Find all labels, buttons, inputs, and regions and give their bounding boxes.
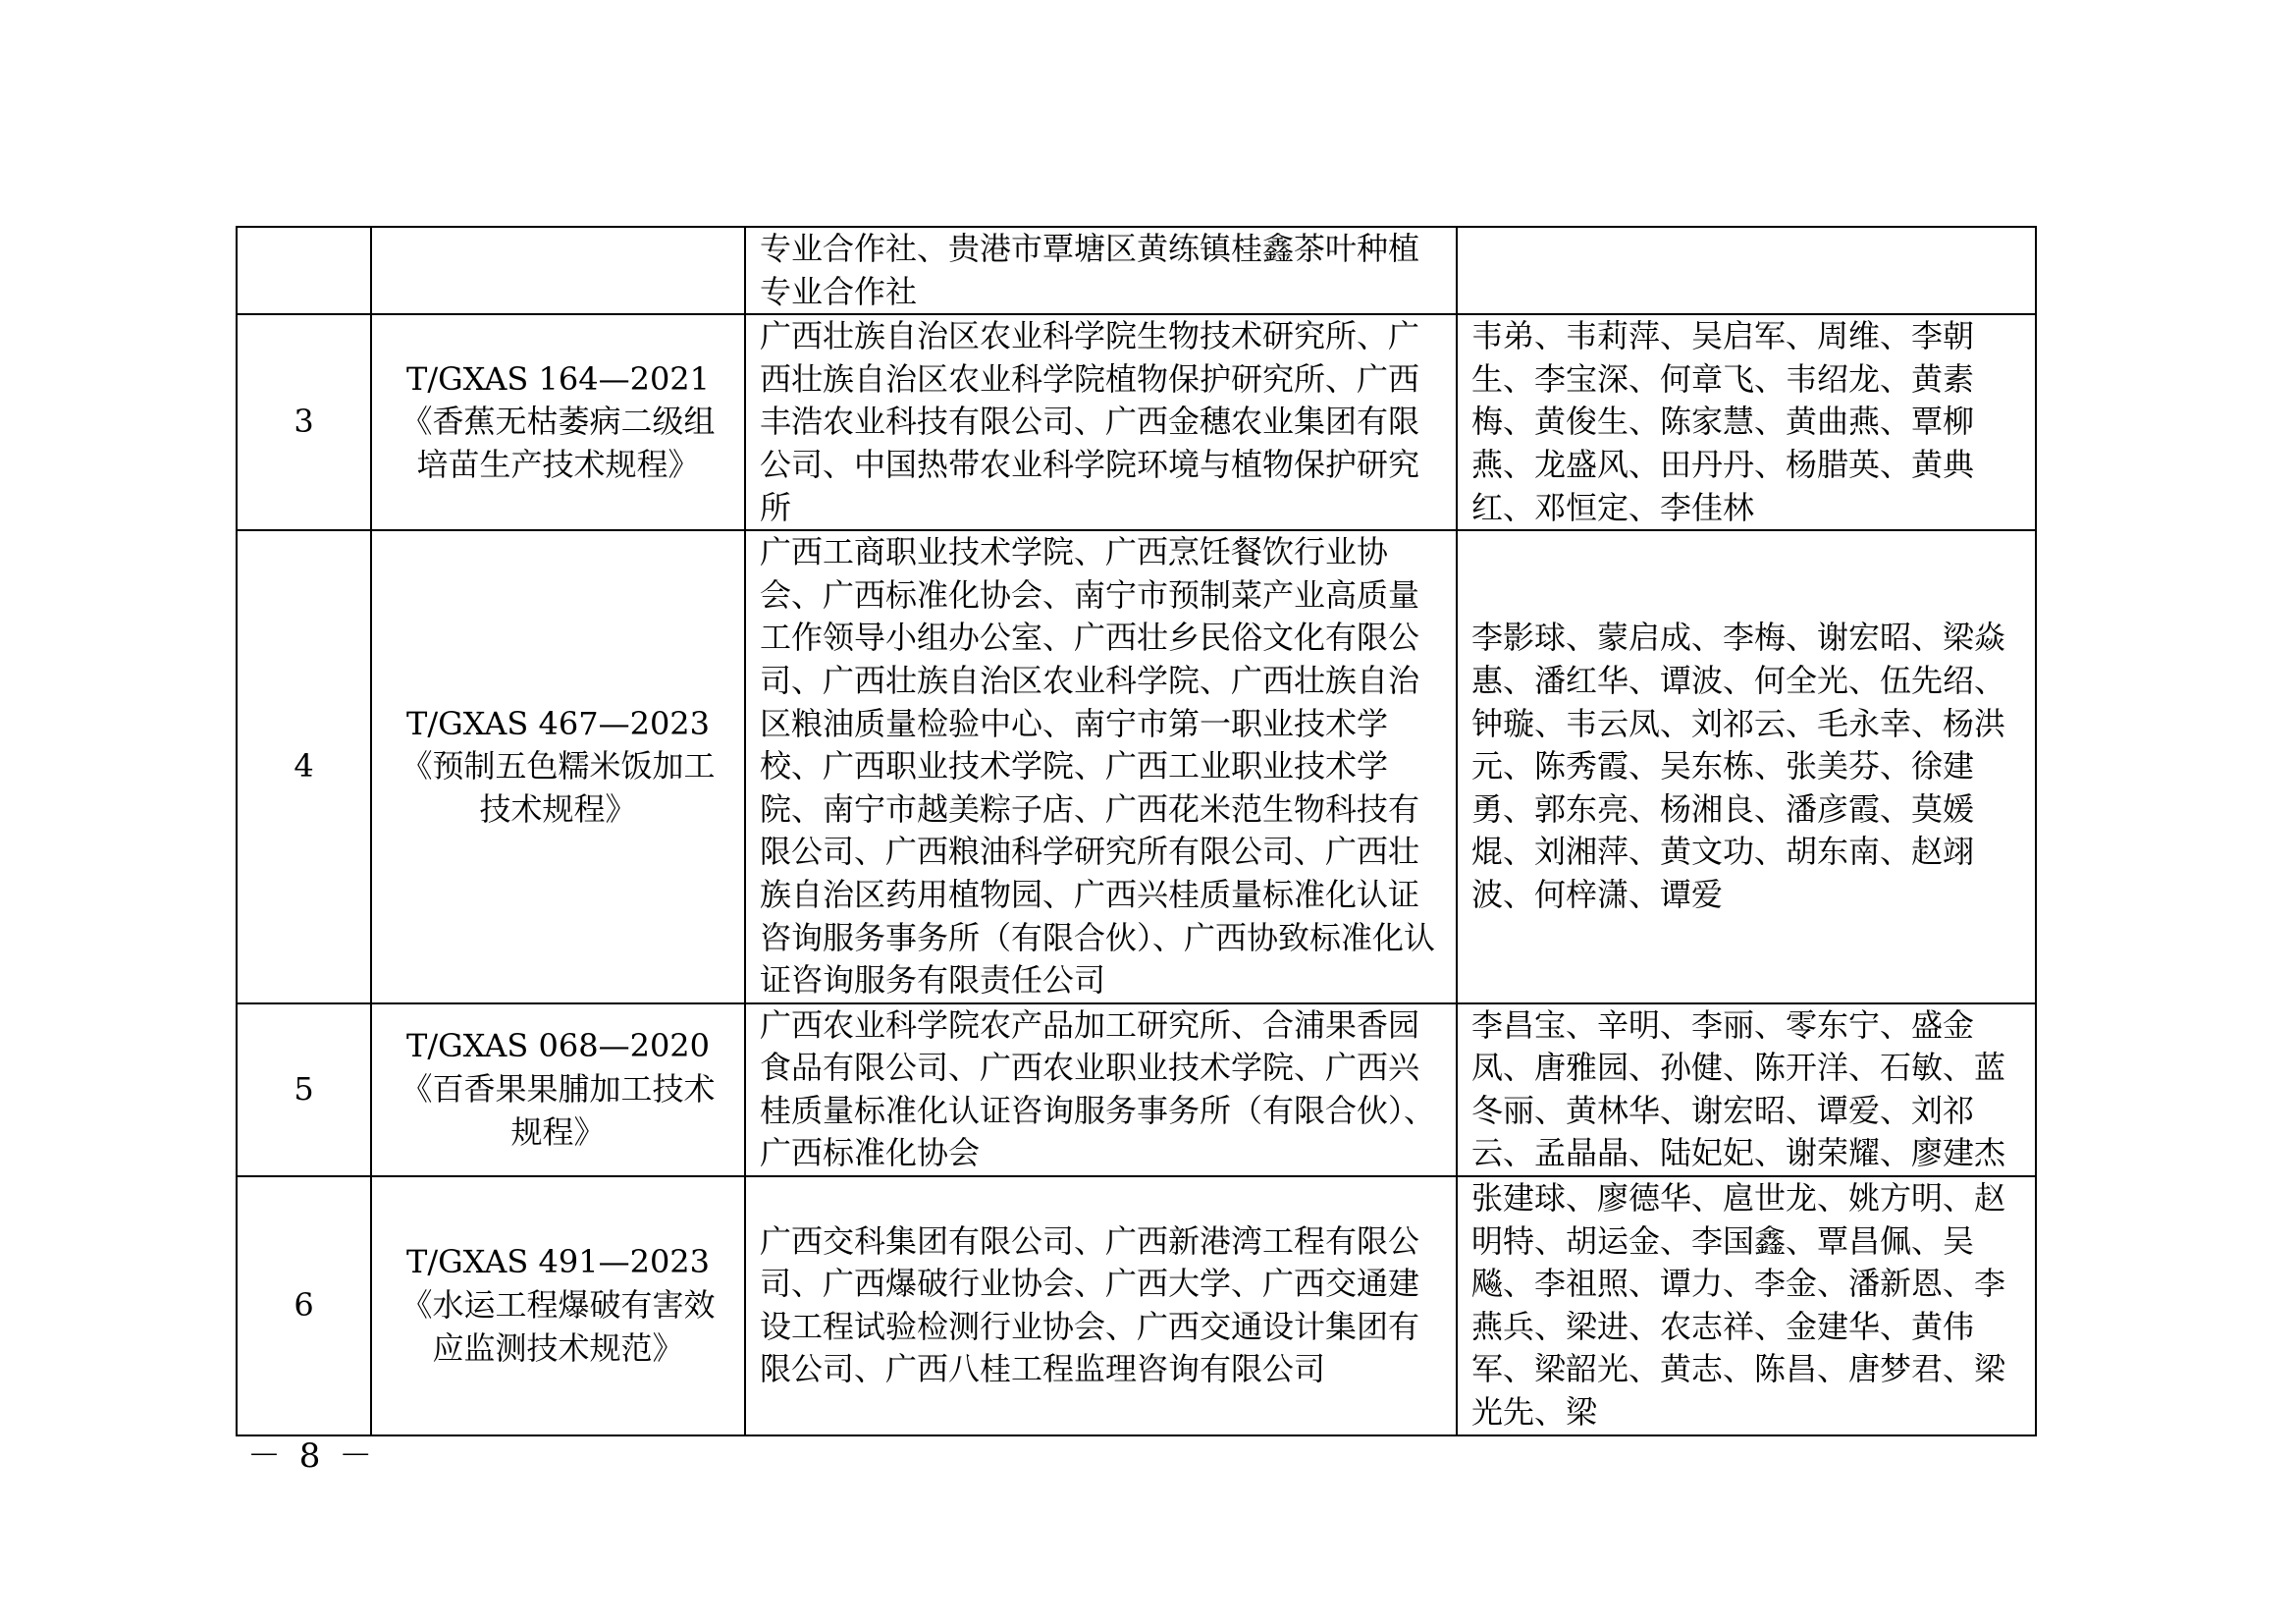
standard-name: 《预制五色糯米饭加工技术规程》 [400,747,716,828]
drafters-cell: 李影球、蒙启成、李梅、谢宏昭、梁焱惠、潘红华、谭波、何全光、伍先绍、钟璇、韦云凤、刘祁云、毛永幸、杨洪元、陈秀霞、吴东栋、张美芬、徐建勇、郭东亮、杨湘良、潘彦霞、莫媛焜、刘湘萍、黄文功、胡东南、赵翊波、何梓潇、谭爱 [1457,530,2036,1003]
standard-name: 《香蕉无枯萎病二级组培苗生产技术规程》 [400,403,716,483]
row-number-cell: 5 [237,1003,371,1176]
standard-cell [371,1003,745,1176]
standard-cell [371,227,745,314]
drafting-units-cell: 专业合作社、贵港市覃塘区黄练镇桂鑫茶叶种植专业合作社 [745,227,1457,314]
standard-code: T/GXAS 491—2023 [405,1243,711,1281]
drafting-units-cell: 广西交科集团有限公司、广西新港湾工程有限公司、广西爆破行业协会、广西大学、广西交通建设工程试验检测行业协会、广西交通设计集团有限公司、广西八桂工程监理咨询有限公司 [745,1176,1457,1435]
standard-code: T/GXAS 068—2020 [405,1027,711,1065]
standard-cell [371,530,745,1003]
drafting-units-cell: 广西农业科学院农产品加工研究所、合浦果香园食品有限公司、广西农业职业技术学院、广西兴桂质量标准化认证咨询服务事务所（有限合伙）、广西标准化协会 [745,1003,1457,1176]
row-number-cell: 4 [237,530,371,1003]
drafters-cell: 韦弟、韦莉萍、吴启军、周维、李朝生、李宝深、何章飞、韦绍龙、黄素梅、黄俊生、陈家慧、黄曲燕、覃柳燕、龙盛风、田丹丹、杨腊英、黄典红、邓恒定、李佳林 [1457,314,2036,530]
drafters-cell [1457,227,2036,314]
row-number-cell: 6 [237,1176,371,1435]
table-row [237,314,2036,530]
drafters-cell: 李昌宝、辛明、李丽、零东宁、盛金凤、唐雅园、孙健、陈开洋、石敏、蓝冬丽、黄林华、谢宏昭、谭爱、刘祁云、孟晶晶、陆妃妃、谢荣耀、廖建杰 [1457,1003,2036,1176]
table-row [237,530,2036,1003]
row-number-cell: 3 [237,314,371,530]
standard-cell [371,314,745,530]
standard-name: 《百香果果脯加工技术规程》 [400,1070,716,1151]
row-number-cell [237,227,371,314]
drafting-units-cell: 广西工商职业技术学院、广西烹饪餐饮行业协会、广西标准化协会、南宁市预制菜产业高质量工作领导小组办公室、广西壮乡民俗文化有限公司、广西壮族自治区农业科学院、广西壮族自治区粮油质量检验中心、南宁市第一职业技术学校、广西职业技术学院、广西工业职业技术学院、南宁市越美粽子店、广西花米范生物科技有限公司、广西粮油科学研究所有限公司、广西壮族自治区药用植物园、广西兴桂质量标准化认证咨询服务事务所（有限合伙）、广西协致标准化认证咨询服务有限责任公司 [745,530,1457,1003]
standard-code: T/GXAS 467—2023 [405,704,711,742]
drafting-units-cell: 广西壮族自治区农业科学院生物技术研究所、广西壮族自治区农业科学院植物保护研究所、广西丰浩农业科技有限公司、广西金穗农业集团有限公司、中国热带农业科学院环境与植物保护研究所 [745,314,1457,530]
page-number: － 8 － [247,1436,377,1476]
drafters-cell: 张建球、廖德华、扈世龙、姚方明、赵明特、胡运金、李国鑫、覃昌佩、吴飚、李祖照、谭力、李金、潘新恩、李燕兵、梁进、农志祥、金建华、黄伟军、梁韶光、黄志、陈昌、唐梦君、梁光先、梁 [1457,1176,2036,1435]
standard-cell [371,1176,745,1435]
table-row [237,1003,2036,1176]
standard-name: 《水运工程爆破有害效应监测技术规范》 [400,1286,716,1367]
standard-code: T/GXAS 164—2021 [405,359,711,398]
award-table [236,226,2037,1436]
table-row [237,227,2036,314]
table-row [237,1176,2036,1435]
